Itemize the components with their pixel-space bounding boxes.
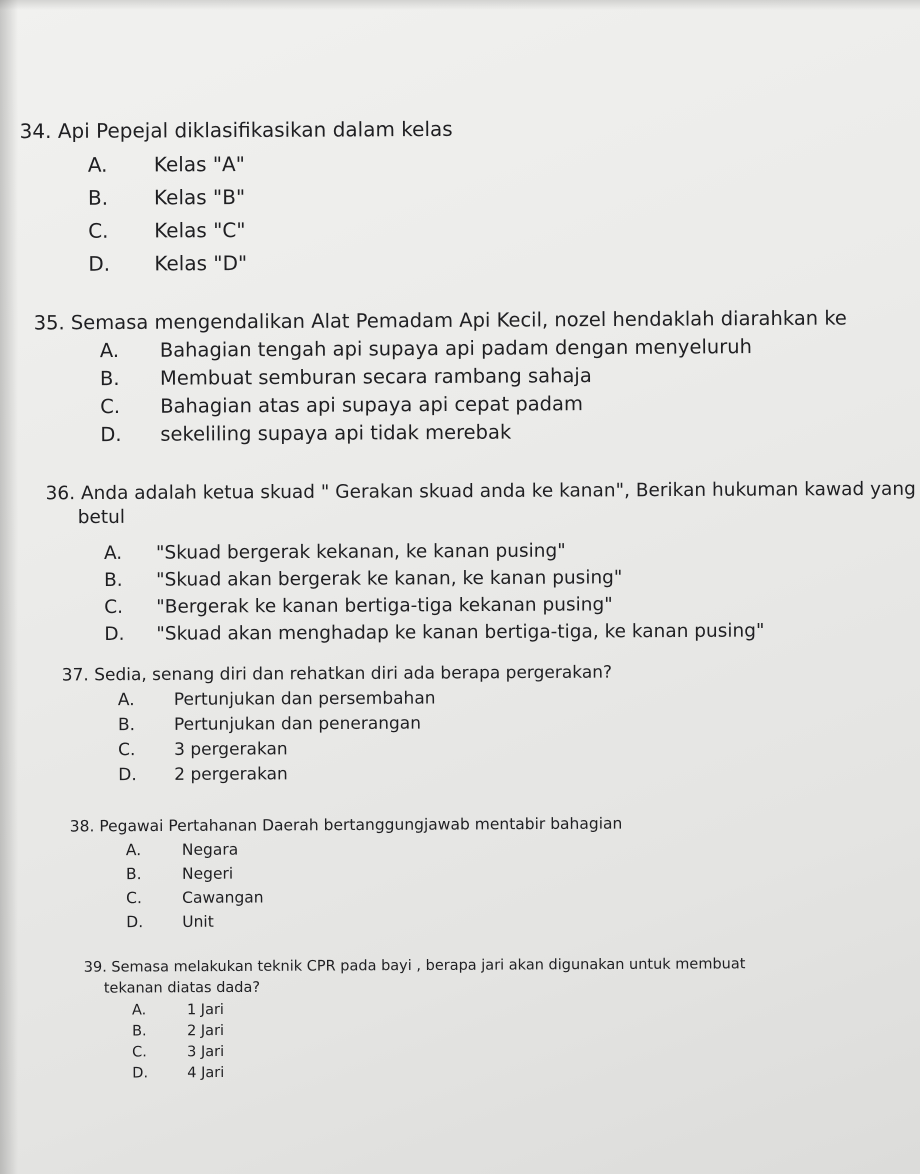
option-letter: D. [132,1065,149,1082]
question-35-options [100,335,848,452]
option-text: 3 Jari [187,1043,225,1061]
photo-shadow-left [0,0,18,1174]
question-34-title: 34. Api Pepejal diklasifikasikan dalam kelas [19,116,453,144]
option-text: Negeri [181,864,234,883]
option-text: Kelas "D" [154,250,248,276]
option-text: sekeliling supaya api tidak merebak [160,420,512,446]
question-37-option-b[interactable] [118,713,612,741]
option-letter: C. [104,596,124,618]
question-38 [70,815,623,938]
question-35-title: 35. Semasa mengendalikan Alat Pemadam Api Kecil, nozel hendaklah diarahkan ke [33,306,847,335]
question-36-option-b[interactable] [104,566,916,597]
question-36-option-a[interactable] [104,539,916,570]
option-text: Pertunjukan dan persembahan [173,688,436,710]
question-35-option-a[interactable] [100,335,847,368]
option-text: 2 pergerakan [174,764,288,785]
question-36 [46,478,917,652]
question-34 [20,117,454,285]
option-text: Kelas "C" [154,217,246,243]
question-38-options [126,839,623,938]
option-letter: C. [100,394,121,419]
question-39-title-continued: tekanan diatas dada? [103,979,261,997]
option-text: 1 Jari [186,1001,224,1019]
question-36-title-continued: betul [77,506,126,529]
option-letter: A. [87,152,108,177]
option-letter: A. [99,338,120,363]
option-text: Bahagian atas api supaya api cepat padam [160,392,584,418]
question-36-title: 36. Anda adalah ketua skuad " Gerakan skuad anda ke kanan", Berikan hukuman kawad yang [45,478,916,505]
question-35 [34,307,848,452]
question-38-option-a[interactable] [126,839,623,866]
question-35-option-b[interactable] [100,363,847,396]
option-text: Negara [181,840,239,859]
question-34-options [88,151,454,285]
option-text: "Skuad akan bergerak ke kanan, ke kanan pusing" [156,567,623,591]
question-37 [62,663,613,791]
option-text: Kelas "B" [153,184,246,210]
question-37-option-d[interactable] [118,763,612,791]
question-38-option-b[interactable] [126,863,623,890]
question-34-option-c[interactable] [88,217,453,252]
question-36-option-d[interactable] [104,620,916,651]
option-text: Bahagian tengah api supaya api padam dengan menyeluruh [159,335,753,362]
option-letter: B. [99,366,120,391]
question-36-option-c[interactable] [104,593,916,624]
question-35-option-c[interactable] [100,391,847,424]
option-text: "Bergerak ke kanan bertiga-tiga kekanan pusing" [156,594,613,618]
question-36-options [104,539,917,651]
option-letter: D. [118,765,137,786]
option-letter: A. [103,542,123,564]
option-text: Kelas "A" [153,151,245,177]
option-letter: A. [125,841,142,860]
option-letter: B. [104,569,123,591]
question-37-title: 37. Sedia, senang diri dan rehatkan diri ada berapa pergerakan? [61,662,613,686]
option-text: 2 Jari [187,1022,225,1040]
option-letter: B. [125,865,142,884]
option-letter: C. [88,218,109,243]
question-37-options [118,688,613,791]
question-38-option-c[interactable] [126,887,623,914]
option-letter: C. [126,889,142,908]
option-letter: B. [87,185,109,210]
option-letter: D. [100,422,122,447]
option-text: Membuat semburan secara rambang sahaja [159,364,592,390]
option-text: Cawangan [182,888,264,907]
question-35-option-d[interactable] [100,419,847,452]
question-39-options [132,999,746,1086]
option-text: Pertunjukan dan penerangan [173,713,422,735]
option-letter: A. [117,690,135,711]
option-letter: B. [117,715,136,736]
photo-shadow-top [0,0,920,10]
question-37-option-c[interactable] [118,738,612,766]
option-text: Unit [182,912,214,931]
question-34-option-a[interactable] [88,151,453,186]
option-letter: D. [88,251,111,276]
option-letter: C. [118,740,136,761]
option-text: 3 pergerakan [174,739,288,760]
question-37-option-a[interactable] [118,688,612,716]
option-letter: D. [104,623,125,645]
question-34-option-b[interactable] [88,184,453,219]
question-38-option-d[interactable] [126,911,623,938]
option-letter: B. [132,1023,147,1040]
option-letter: D. [126,913,144,932]
question-39 [84,954,746,1086]
question-34-option-d[interactable] [88,250,453,285]
question-38-title: 38. Pegawai Pertahanan Daerah bertanggungjawab mentabir bahagian [69,814,623,836]
option-letter: C. [132,1044,147,1061]
question-39-option-d[interactable] [132,1062,746,1086]
option-text: "Skuad bergerak kekanan, ke kanan pusing" [155,540,566,564]
option-text: 4 Jari [187,1064,225,1082]
question-39-title: 39. Semasa melakukan teknik CPR pada bayi , berapa jari akan digunakan untuk membuat [83,956,746,976]
option-text: "Skuad akan menghadap ke kanan bertiga-tiga, ke kanan pusing" [156,620,765,645]
option-letter: A. [131,1002,147,1019]
